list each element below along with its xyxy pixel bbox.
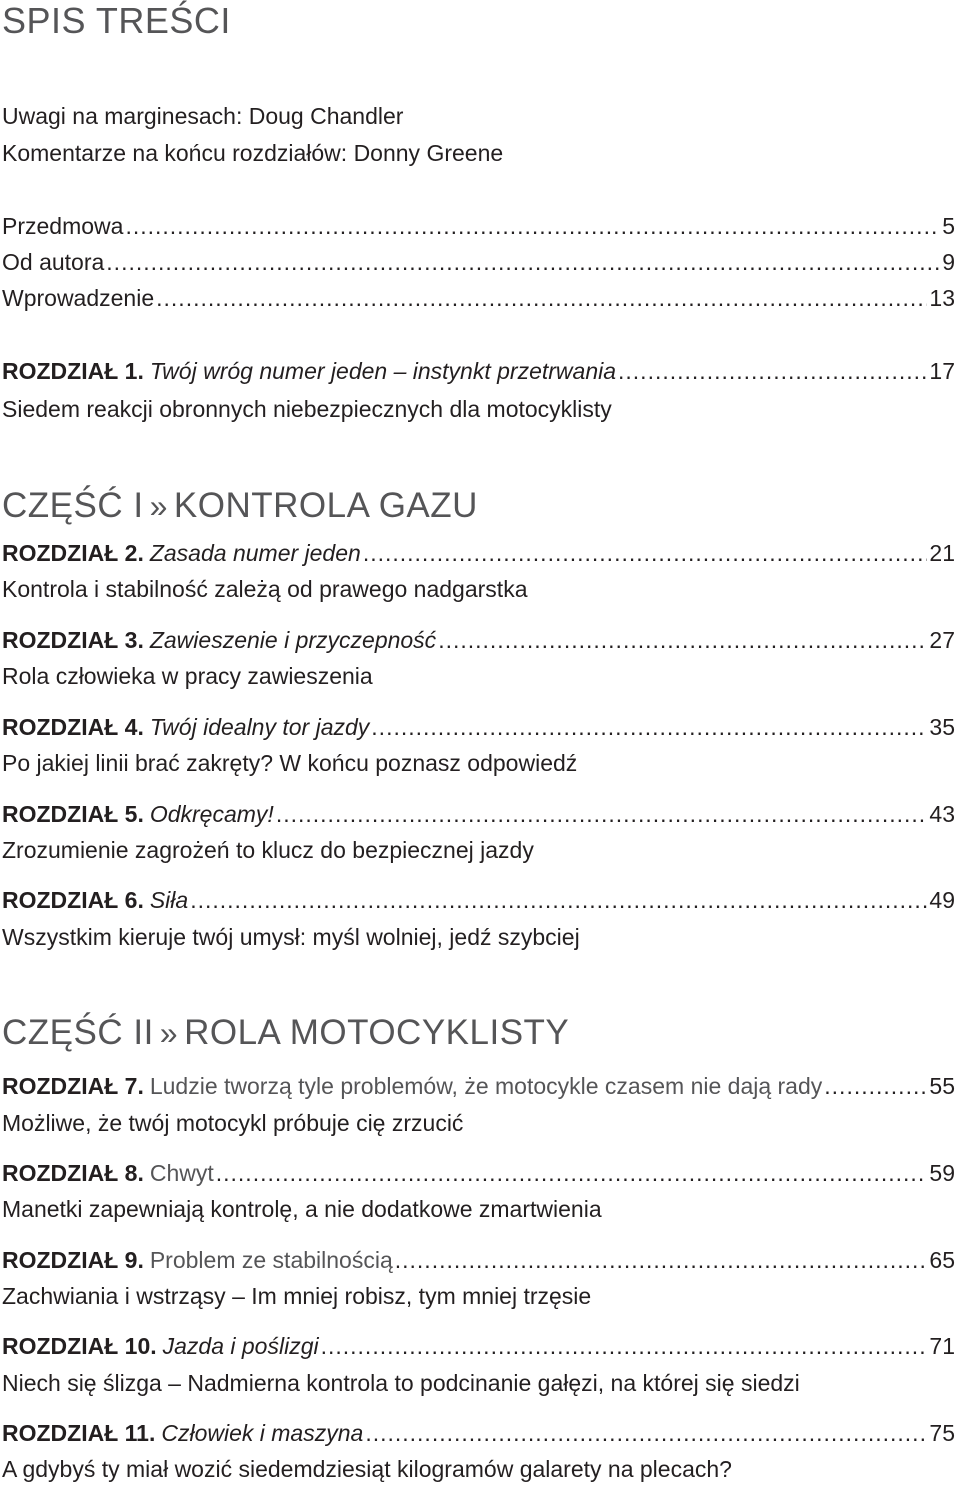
chapter-subtitle: Niech się ślizga – Nadmierna kontrola to podcinanie gałęzi, na której się siedzi	[2, 1370, 800, 1396]
dot-leader	[371, 714, 927, 741]
chapter-title: Problem ze stabilnością	[149, 1247, 393, 1273]
page-number: 43	[929, 801, 955, 827]
chapter-subtitle: Zachwiania i wstrząsy – Im mniej robisz, tym mniej trzęsie	[2, 1283, 592, 1309]
part-heading	[2, 486, 478, 526]
toc-chapter-entry[interactable]	[2, 801, 955, 828]
entry-label: Od autora	[2, 249, 105, 275]
chapter-title: Twój idealny tor jazdy	[149, 714, 370, 740]
chapter-label: ROZDZIAŁ 1.	[2, 358, 144, 384]
entry-label: Przedmowa	[2, 213, 124, 239]
dot-leader	[438, 627, 927, 654]
toc-chapter-entry[interactable]	[2, 1247, 955, 1274]
page-number: 71	[929, 1333, 955, 1359]
toc-chapter-entry[interactable]	[2, 540, 955, 567]
part-separator: »	[149, 488, 168, 524]
chapter-title: Zasada numer jeden	[149, 540, 361, 566]
page-number: 13	[929, 285, 955, 311]
part-name: KONTROLA GAZU	[173, 486, 478, 525]
chapter-label: ROZDZIAŁ 2.	[2, 540, 144, 566]
chapter-label: ROZDZIAŁ 11.	[2, 1420, 156, 1446]
toc-entry[interactable]	[2, 249, 955, 276]
chapter-label: ROZDZIAŁ 5.	[2, 801, 144, 827]
page-number: 59	[929, 1160, 955, 1186]
dot-leader	[618, 358, 927, 385]
toc-chapter-entry[interactable]	[2, 627, 955, 654]
toc-chapter-entry[interactable]	[2, 1073, 955, 1100]
credit-line: Uwagi na marginesach: Doug Chandler	[2, 103, 404, 129]
part-separator: »	[159, 1015, 179, 1051]
toc-chapter-entry[interactable]	[2, 887, 955, 914]
dot-leader	[106, 249, 940, 276]
page-number: 65	[929, 1247, 955, 1273]
dot-leader	[365, 1420, 927, 1447]
chapter-subtitle: Po jakiej linii brać zakręty? W końcu poznasz odpowiedź	[2, 750, 578, 776]
chapter-title: Twój wróg numer jeden – instynkt przetrwania	[149, 358, 617, 384]
chapter-subtitle: Manetki zapewniają kontrolę, a nie dodatkowe zmartwienia	[2, 1196, 602, 1222]
page-number: 55	[929, 1073, 955, 1099]
chapter-title: Jazda i poślizgi	[162, 1333, 319, 1359]
chapter-label: ROZDZIAŁ 3.	[2, 627, 144, 653]
toc-entry[interactable]	[2, 213, 955, 240]
part-name: ROLA MOTOCYKLISTY	[184, 1013, 570, 1052]
page-number: 9	[942, 249, 955, 275]
dot-leader	[363, 540, 928, 567]
toc-chapter-entry[interactable]	[2, 1333, 955, 1360]
page-number: 35	[929, 714, 955, 740]
chapter-subtitle: Zrozumienie zagrożeń to klucz do bezpiecznej jazdy	[2, 837, 534, 863]
part-label: CZĘŚĆ I	[2, 486, 144, 525]
page-number: 75	[929, 1420, 955, 1446]
dot-leader	[321, 1333, 928, 1360]
chapter-subtitle: Wszystkim kieruje twój umysł: myśl wolniej, jedź szybciej	[2, 924, 580, 950]
chapter-label: ROZDZIAŁ 8.	[2, 1160, 144, 1186]
part-label: CZĘŚĆ II	[2, 1013, 154, 1052]
chapter-subtitle: Siedem reakcji obronnych niebezpiecznych dla motocyklisty	[2, 396, 612, 422]
chapter-subtitle: A gdybyś ty miał wozić siedemdziesiąt kilogramów galarety na plecach?	[2, 1456, 732, 1482]
dot-leader	[276, 801, 928, 828]
chapter-title: Odkręcamy!	[149, 801, 274, 827]
chapter-title: Ludzie tworzą tyle problemów, że motocykle czasem nie dają rady	[149, 1073, 823, 1099]
chapter-title: Człowiek i maszyna	[161, 1420, 364, 1446]
dot-leader	[156, 285, 927, 312]
dot-leader	[395, 1247, 928, 1274]
dot-leader	[190, 887, 927, 914]
page-title: SPIS TREŚCI	[2, 0, 231, 41]
chapter-title: Siła	[149, 887, 189, 913]
page-number: 49	[929, 887, 955, 913]
page-number: 17	[929, 358, 955, 384]
chapter-title: Zawieszenie i przyczepność	[149, 627, 437, 653]
toc-chapter-entry[interactable]	[2, 714, 955, 741]
chapter-label: ROZDZIAŁ 7.	[2, 1073, 144, 1099]
entry-label: Wprowadzenie	[2, 285, 155, 311]
page-number: 5	[942, 213, 955, 239]
chapter-label: ROZDZIAŁ 10.	[2, 1333, 157, 1359]
page-number: 27	[929, 627, 955, 653]
part-heading	[2, 1013, 569, 1053]
chapter-title: Chwyt	[149, 1160, 214, 1186]
chapter-label: ROZDZIAŁ 6.	[2, 887, 144, 913]
chapter-subtitle: Rola człowieka w pracy zawieszenia	[2, 663, 373, 689]
toc-chapter-entry[interactable]	[2, 358, 955, 385]
toc-entry[interactable]	[2, 285, 955, 312]
toc-chapter-entry[interactable]	[2, 1160, 955, 1187]
toc-chapter-entry[interactable]	[2, 1420, 955, 1447]
chapter-subtitle: Kontrola i stabilność zależą od prawego nadgarstka	[2, 576, 528, 602]
chapter-label: ROZDZIAŁ 9.	[2, 1247, 144, 1273]
credit-line: Komentarze na końcu rozdziałów: Donny Greene	[2, 140, 504, 166]
dot-leader	[125, 213, 940, 240]
chapter-subtitle: Możliwe, że twój motocykl próbuje cię zrzucić	[2, 1110, 464, 1136]
dot-leader	[216, 1160, 928, 1187]
dot-leader	[824, 1073, 927, 1100]
chapter-label: ROZDZIAŁ 4.	[2, 714, 144, 740]
page-number: 21	[929, 540, 955, 566]
